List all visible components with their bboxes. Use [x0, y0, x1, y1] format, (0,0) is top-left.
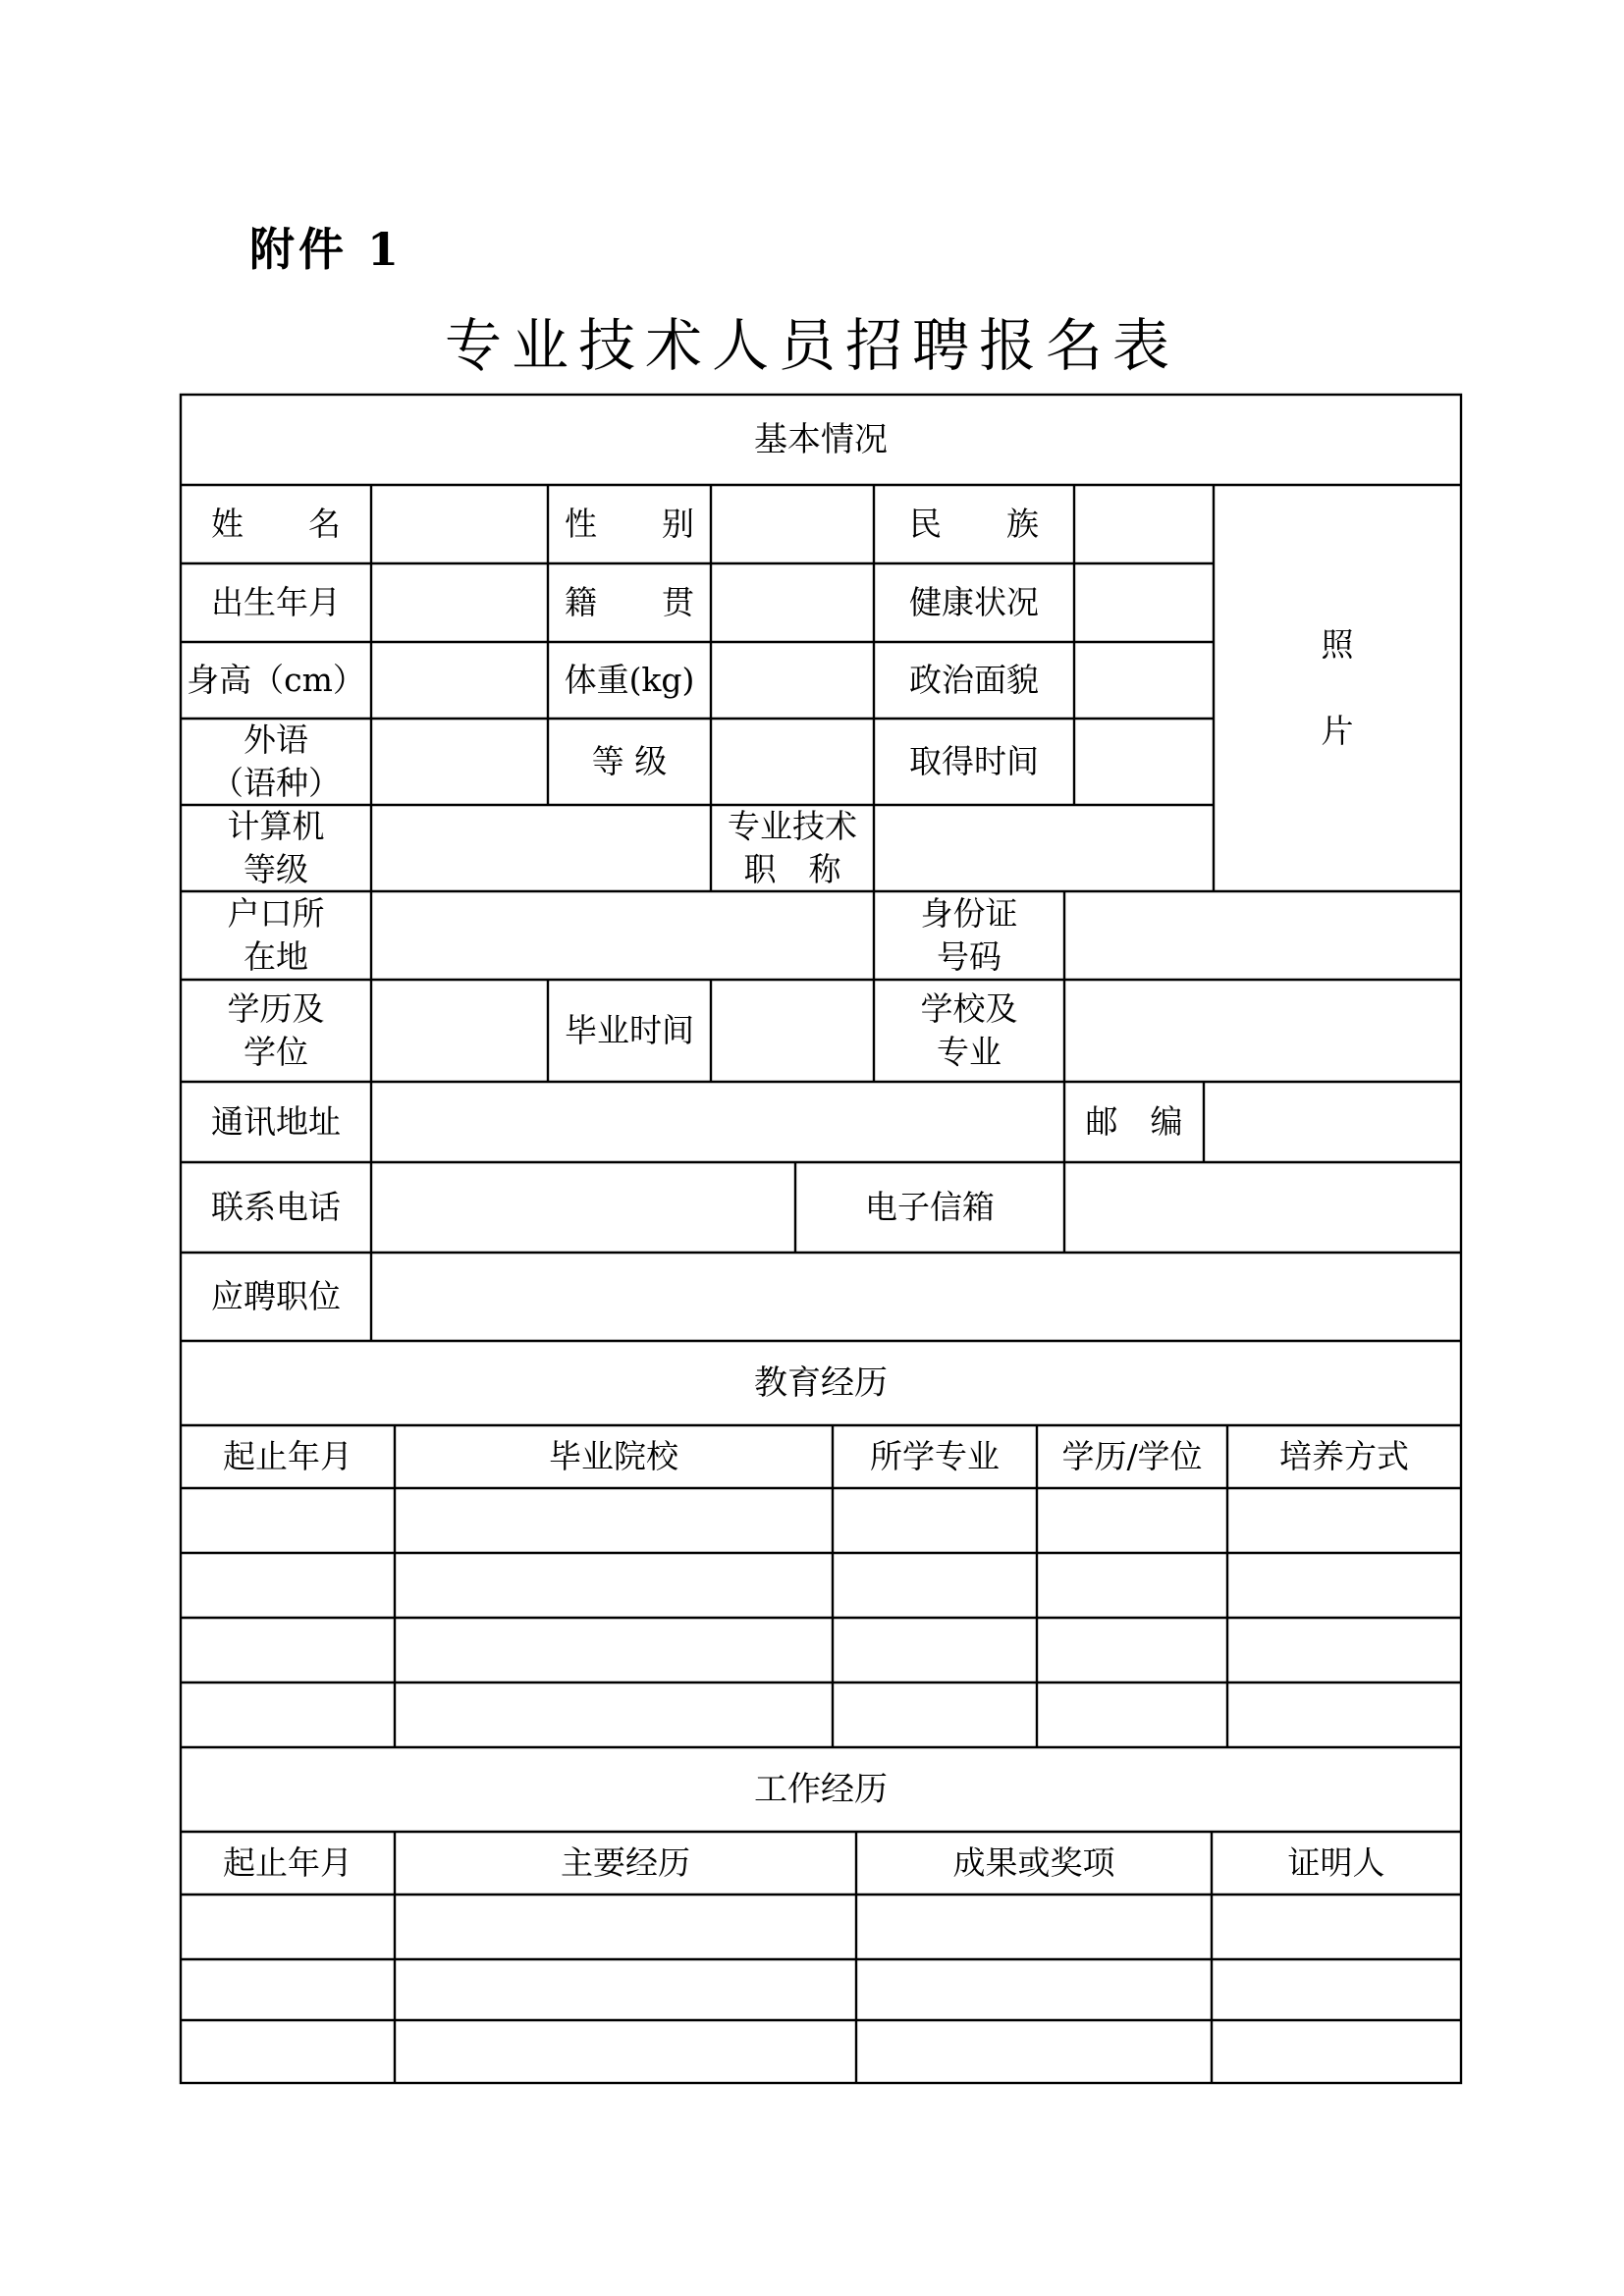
- id-number-field[interactable]: [1064, 891, 1461, 980]
- ethnicity-label: 民 族: [909, 505, 1039, 543]
- basic-info-section-title: 基本情况: [754, 420, 888, 459]
- language-level-label: 等 级: [591, 742, 668, 780]
- education-row[interactable]: [181, 1553, 1461, 1618]
- work-row[interactable]: [181, 2020, 1461, 2083]
- foreign-language-label: 外语 （语种）: [211, 721, 341, 802]
- obtained-time-label: 取得时间: [909, 742, 1039, 780]
- education-col-degree: 学历/学位: [1061, 1437, 1203, 1475]
- postcode-label: 邮 编: [1085, 1102, 1183, 1141]
- photo-box[interactable]: 照 片: [1321, 625, 1354, 750]
- school-major-label: 学校及 专业: [920, 989, 1018, 1071]
- phone-label: 联系电话: [211, 1188, 341, 1226]
- weight-label: 体重(kg): [564, 661, 695, 699]
- education-row[interactable]: [181, 1618, 1461, 1682]
- gender-field[interactable]: [711, 485, 874, 563]
- form-title: 专业技术人员招聘报名表: [444, 312, 1179, 379]
- applied-position-field[interactable]: [371, 1253, 1461, 1341]
- computer-level-field[interactable]: [371, 805, 711, 891]
- political-status-field[interactable]: [1074, 642, 1214, 719]
- education-section-title: 教育经历: [754, 1363, 888, 1403]
- native-place-label: 籍 贯: [565, 583, 694, 621]
- professional-title-field[interactable]: [874, 805, 1214, 891]
- work-col-experience: 主要经历: [561, 1843, 690, 1882]
- computer-level-label: 计算机 等级: [227, 807, 325, 888]
- height-label: 身高（cm）: [187, 661, 365, 699]
- hukou-location-field[interactable]: [371, 891, 874, 980]
- phone-field[interactable]: [371, 1162, 795, 1253]
- hukou-location-label: 户口所 在地: [227, 894, 325, 976]
- work-row[interactable]: [181, 1895, 1461, 1959]
- school-major-field[interactable]: [1064, 980, 1461, 1082]
- education-row[interactable]: [181, 1682, 1461, 1747]
- postcode-field[interactable]: [1204, 1082, 1461, 1162]
- health-field[interactable]: [1074, 563, 1214, 642]
- health-label: 健康状况: [909, 583, 1039, 621]
- work-section-title: 工作经历: [754, 1770, 888, 1809]
- email-field[interactable]: [1064, 1162, 1461, 1253]
- obtained-time-field[interactable]: [1074, 719, 1214, 805]
- political-status-label: 政治面貌: [909, 661, 1039, 699]
- education-col-training-mode: 培养方式: [1279, 1437, 1409, 1475]
- education-col-school: 毕业院校: [549, 1437, 678, 1475]
- native-place-field[interactable]: [711, 563, 874, 642]
- id-number-label: 身份证 号码: [920, 894, 1018, 976]
- education-col-period: 起止年月: [223, 1437, 352, 1475]
- ethnicity-field[interactable]: [1074, 485, 1214, 563]
- mailing-address-field[interactable]: [371, 1082, 1064, 1162]
- foreign-language-field[interactable]: [371, 719, 548, 805]
- graduation-time-label: 毕业时间: [565, 1011, 694, 1049]
- mailing-address-label: 通讯地址: [211, 1102, 341, 1141]
- education-degree-label: 学历及 学位: [227, 989, 325, 1071]
- education-row[interactable]: [181, 1488, 1461, 1553]
- birth-date-label: 出生年月: [211, 583, 341, 621]
- language-level-field[interactable]: [711, 719, 874, 805]
- professional-title-label: 专业技术 职 称: [728, 807, 857, 888]
- weight-field[interactable]: [711, 642, 874, 719]
- applied-position-label: 应聘职位: [211, 1277, 341, 1315]
- birth-date-field[interactable]: [371, 563, 548, 642]
- graduation-time-field[interactable]: [711, 980, 874, 1082]
- registration-form-table: [181, 395, 1461, 2083]
- gender-label: 性 别: [565, 505, 694, 543]
- work-col-referee: 证明人: [1287, 1843, 1385, 1882]
- work-row[interactable]: [181, 1959, 1461, 2020]
- education-degree-field[interactable]: [371, 980, 548, 1082]
- education-col-major: 所学专业: [870, 1437, 1000, 1475]
- name-field[interactable]: [371, 485, 548, 563]
- height-field[interactable]: [371, 642, 548, 719]
- annex-label: 附件 1: [249, 223, 404, 276]
- work-col-achievements: 成果或奖项: [952, 1843, 1115, 1882]
- work-col-period: 起止年月: [223, 1843, 352, 1882]
- name-label: 姓 名: [211, 505, 341, 543]
- email-label: 电子信箱: [865, 1188, 995, 1226]
